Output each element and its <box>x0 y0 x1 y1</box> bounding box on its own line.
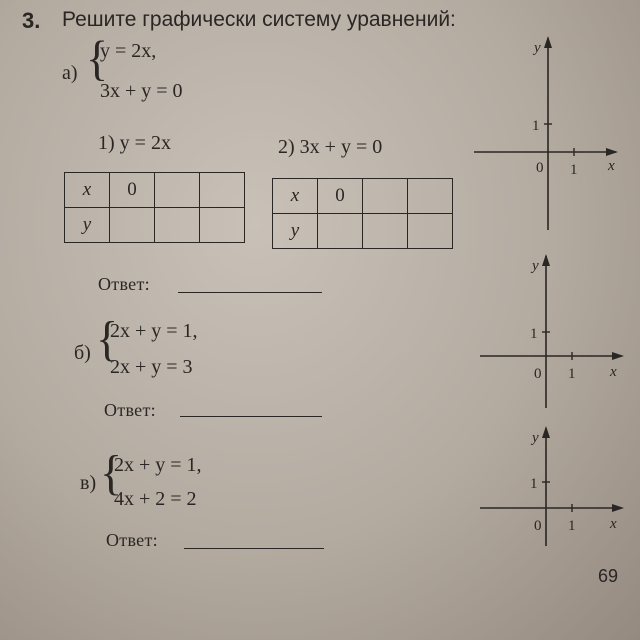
page-number: 69 <box>598 566 619 586</box>
coordinate-axes-2[interactable] <box>476 252 626 412</box>
part-c-eq2: 4x + 2 = 2 <box>114 488 197 510</box>
x-axis-label: x <box>610 364 617 380</box>
table1-cell[interactable] <box>200 208 245 243</box>
y-axis-label: y <box>534 40 541 56</box>
table1-cell[interactable] <box>200 173 245 208</box>
table2-cell[interactable] <box>408 214 453 249</box>
y-arrow-icon <box>544 36 552 48</box>
value-table-1 <box>64 172 245 243</box>
part-c-answer-label: Ответ: <box>106 530 158 550</box>
x-unit-label: 1 <box>568 366 576 382</box>
origin-label: 0 <box>534 518 542 534</box>
y-unit-label: 1 <box>530 476 538 492</box>
x-arrow-icon <box>612 352 624 360</box>
part-a-sub2: 2) 3x + y = 0 <box>278 136 383 158</box>
part-a-label: а) <box>62 62 78 84</box>
y-unit-label: 1 <box>532 118 540 134</box>
x-axis-label: x <box>610 516 617 532</box>
table1-cell[interactable] <box>110 208 155 243</box>
y-arrow-icon <box>542 426 550 438</box>
part-a-eq1: y = 2x, <box>100 40 157 62</box>
y-unit-label: 1 <box>530 326 538 342</box>
table2-cell[interactable]: 0 <box>318 179 363 214</box>
part-b-brace: { <box>96 311 119 366</box>
task-title: Решите графически систему уравнений: <box>62 8 456 31</box>
part-a-eq2: 3x + y = 0 <box>100 80 183 102</box>
part-c-answer-line[interactable] <box>184 548 324 549</box>
table1-cell[interactable] <box>155 208 200 243</box>
x-axis-label: x <box>608 158 615 174</box>
task-number: 3. <box>22 8 41 33</box>
table2-cell[interactable] <box>363 179 408 214</box>
table1-x-label: x <box>65 173 110 208</box>
part-b-answer-label: Ответ: <box>104 400 156 420</box>
y-axis-label: y <box>532 258 539 274</box>
part-b-eq1: 2x + y = 1, <box>110 320 198 342</box>
part-c-eq1: 2x + y = 1, <box>114 454 202 476</box>
table2-cell[interactable] <box>363 214 408 249</box>
table2-cell[interactable] <box>318 214 363 249</box>
y-axis-label: y <box>532 430 539 446</box>
part-c-label: в) <box>80 472 97 494</box>
table1-cell[interactable]: 0 <box>110 173 155 208</box>
value-table-2 <box>272 178 453 249</box>
x-unit-label: 1 <box>570 162 578 178</box>
part-a-brace: { <box>86 31 109 86</box>
part-b-label: б) <box>74 342 91 364</box>
table1-y-label: y <box>65 208 110 243</box>
coordinate-axes-1[interactable] <box>470 34 620 234</box>
y-arrow-icon <box>542 254 550 266</box>
table1-cell[interactable] <box>155 173 200 208</box>
part-a-sub1: 1) y = 2x <box>98 132 171 154</box>
part-b-answer-line[interactable] <box>180 416 322 417</box>
part-b-eq2: 2x + y = 3 <box>110 356 193 378</box>
part-a-answer-label: Ответ: <box>98 274 150 294</box>
part-c-brace: { <box>100 445 123 500</box>
x-unit-label: 1 <box>568 518 576 534</box>
x-arrow-icon <box>606 148 618 156</box>
table2-x-label: x <box>273 179 318 214</box>
table2-y-label: y <box>273 214 318 249</box>
part-a-answer-line[interactable] <box>178 292 322 293</box>
x-arrow-icon <box>612 504 624 512</box>
origin-label: 0 <box>534 366 542 382</box>
origin-label: 0 <box>536 160 544 176</box>
coordinate-axes-3[interactable] <box>476 424 626 550</box>
table2-cell[interactable] <box>408 179 453 214</box>
